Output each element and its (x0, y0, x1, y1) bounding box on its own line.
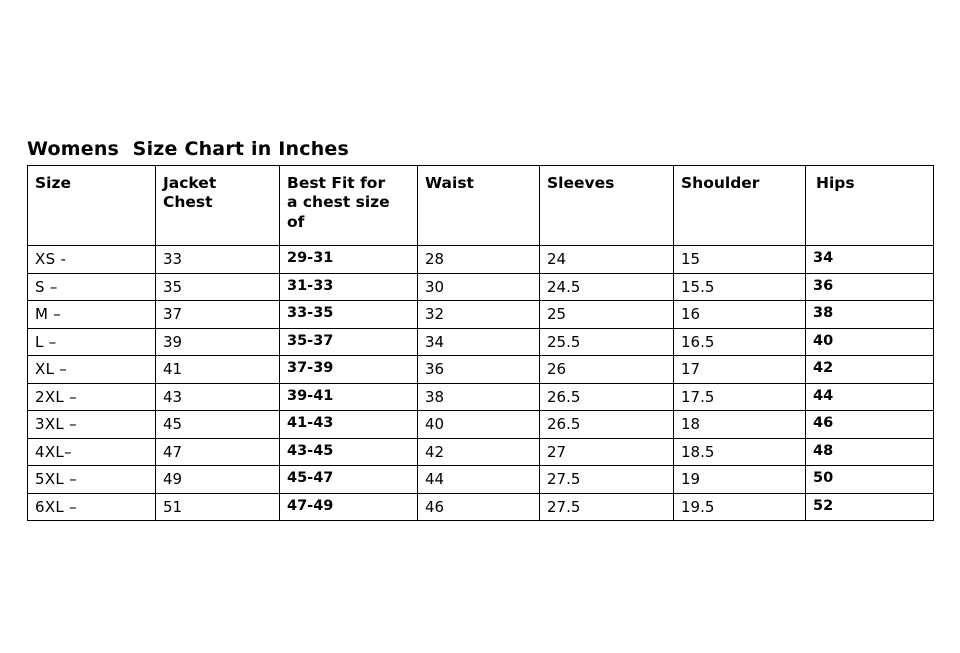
cell-jacket-chest: 37 (156, 301, 280, 329)
cell-sleeves: 26 (540, 356, 674, 384)
column-header-sleeves (540, 166, 674, 246)
cell-best-fit: 33-35 (280, 301, 418, 329)
cell-best-fit: 31-33 (280, 273, 418, 301)
cell-hips: 34 (806, 246, 934, 274)
cell-best-fit: 41-43 (280, 411, 418, 439)
column-header-shoulder-line1: Shoulder (681, 174, 760, 192)
cell-hips: 38 (806, 301, 934, 329)
column-header-size-line1: Size (35, 174, 72, 192)
table-row (28, 493, 934, 521)
column-header-hips-line1: Hips (816, 174, 855, 192)
table-row (28, 356, 934, 384)
cell-hips: 36 (806, 273, 934, 301)
cell-shoulder: 18.5 (674, 438, 806, 466)
column-header-best-fit-line3: of (287, 212, 305, 231)
column-header-waist-line1: Waist (425, 174, 474, 192)
cell-jacket-chest: 51 (156, 493, 280, 521)
column-header-best-fit (280, 166, 418, 246)
cell-size: S – (28, 273, 156, 301)
cell-waist: 30 (418, 273, 540, 301)
table-row (28, 246, 934, 274)
cell-size: 4XL– (28, 438, 156, 466)
cell-hips: 46 (806, 411, 934, 439)
cell-best-fit: 35-37 (280, 328, 418, 356)
cell-waist: 36 (418, 356, 540, 384)
cell-waist: 42 (418, 438, 540, 466)
cell-shoulder: 16 (674, 301, 806, 329)
column-header-hips (806, 166, 934, 246)
cell-size: M – (28, 301, 156, 329)
column-header-waist (418, 166, 540, 246)
cell-sleeves: 26.5 (540, 411, 674, 439)
cell-size: 2XL – (28, 383, 156, 411)
cell-jacket-chest: 49 (156, 466, 280, 494)
table-row (28, 328, 934, 356)
table-row (28, 438, 934, 466)
column-header-jacket-chest-line1: Jacket (163, 174, 217, 192)
column-header-shoulder (674, 166, 806, 246)
cell-hips: 40 (806, 328, 934, 356)
cell-hips: 50 (806, 466, 934, 494)
cell-sleeves: 25 (540, 301, 674, 329)
cell-waist: 28 (418, 246, 540, 274)
cell-sleeves: 27 (540, 438, 674, 466)
cell-size: L – (28, 328, 156, 356)
cell-sleeves: 26.5 (540, 383, 674, 411)
cell-shoulder: 17.5 (674, 383, 806, 411)
cell-sleeves: 27.5 (540, 493, 674, 521)
cell-sleeves: 24.5 (540, 273, 674, 301)
cell-shoulder: 15 (674, 246, 806, 274)
cell-hips: 52 (806, 493, 934, 521)
cell-size: XS - (28, 246, 156, 274)
cell-jacket-chest: 43 (156, 383, 280, 411)
column-header-size (28, 166, 156, 246)
cell-jacket-chest: 41 (156, 356, 280, 384)
cell-waist: 32 (418, 301, 540, 329)
cell-shoulder: 18 (674, 411, 806, 439)
table-row (28, 301, 934, 329)
cell-sleeves: 27.5 (540, 466, 674, 494)
size-chart-table (27, 165, 934, 521)
cell-jacket-chest: 47 (156, 438, 280, 466)
cell-waist: 44 (418, 466, 540, 494)
cell-sleeves: 24 (540, 246, 674, 274)
cell-best-fit: 43-45 (280, 438, 418, 466)
column-header-jacket-chest (156, 166, 280, 246)
cell-shoulder: 17 (674, 356, 806, 384)
cell-waist: 38 (418, 383, 540, 411)
cell-best-fit: 47-49 (280, 493, 418, 521)
cell-size: 3XL – (28, 411, 156, 439)
cell-hips: 44 (806, 383, 934, 411)
cell-shoulder: 15.5 (674, 273, 806, 301)
cell-waist: 34 (418, 328, 540, 356)
cell-jacket-chest: 45 (156, 411, 280, 439)
column-header-best-fit-line2: a chest size (287, 193, 390, 212)
table-row (28, 383, 934, 411)
cell-size: XL – (28, 356, 156, 384)
table-row (28, 273, 934, 301)
cell-shoulder: 19 (674, 466, 806, 494)
cell-best-fit: 37-39 (280, 356, 418, 384)
cell-sleeves: 25.5 (540, 328, 674, 356)
cell-jacket-chest: 33 (156, 246, 280, 274)
page-title: Womens Size Chart in Inches (27, 138, 350, 160)
cell-hips: 48 (806, 438, 934, 466)
cell-hips: 42 (806, 356, 934, 384)
table-row (28, 466, 934, 494)
table-header-row (28, 166, 934, 246)
cell-best-fit: 39-41 (280, 383, 418, 411)
column-header-jacket-chest-line2: Chest (163, 193, 213, 212)
cell-best-fit: 29-31 (280, 246, 418, 274)
cell-jacket-chest: 39 (156, 328, 280, 356)
cell-shoulder: 19.5 (674, 493, 806, 521)
column-header-best-fit-line1: Best Fit for (287, 174, 386, 192)
cell-jacket-chest: 35 (156, 273, 280, 301)
cell-shoulder: 16.5 (674, 328, 806, 356)
cell-waist: 46 (418, 493, 540, 521)
cell-size: 5XL – (28, 466, 156, 494)
table-row (28, 411, 934, 439)
cell-best-fit: 45-47 (280, 466, 418, 494)
column-header-sleeves-line1: Sleeves (547, 174, 615, 192)
cell-size: 6XL – (28, 493, 156, 521)
cell-waist: 40 (418, 411, 540, 439)
